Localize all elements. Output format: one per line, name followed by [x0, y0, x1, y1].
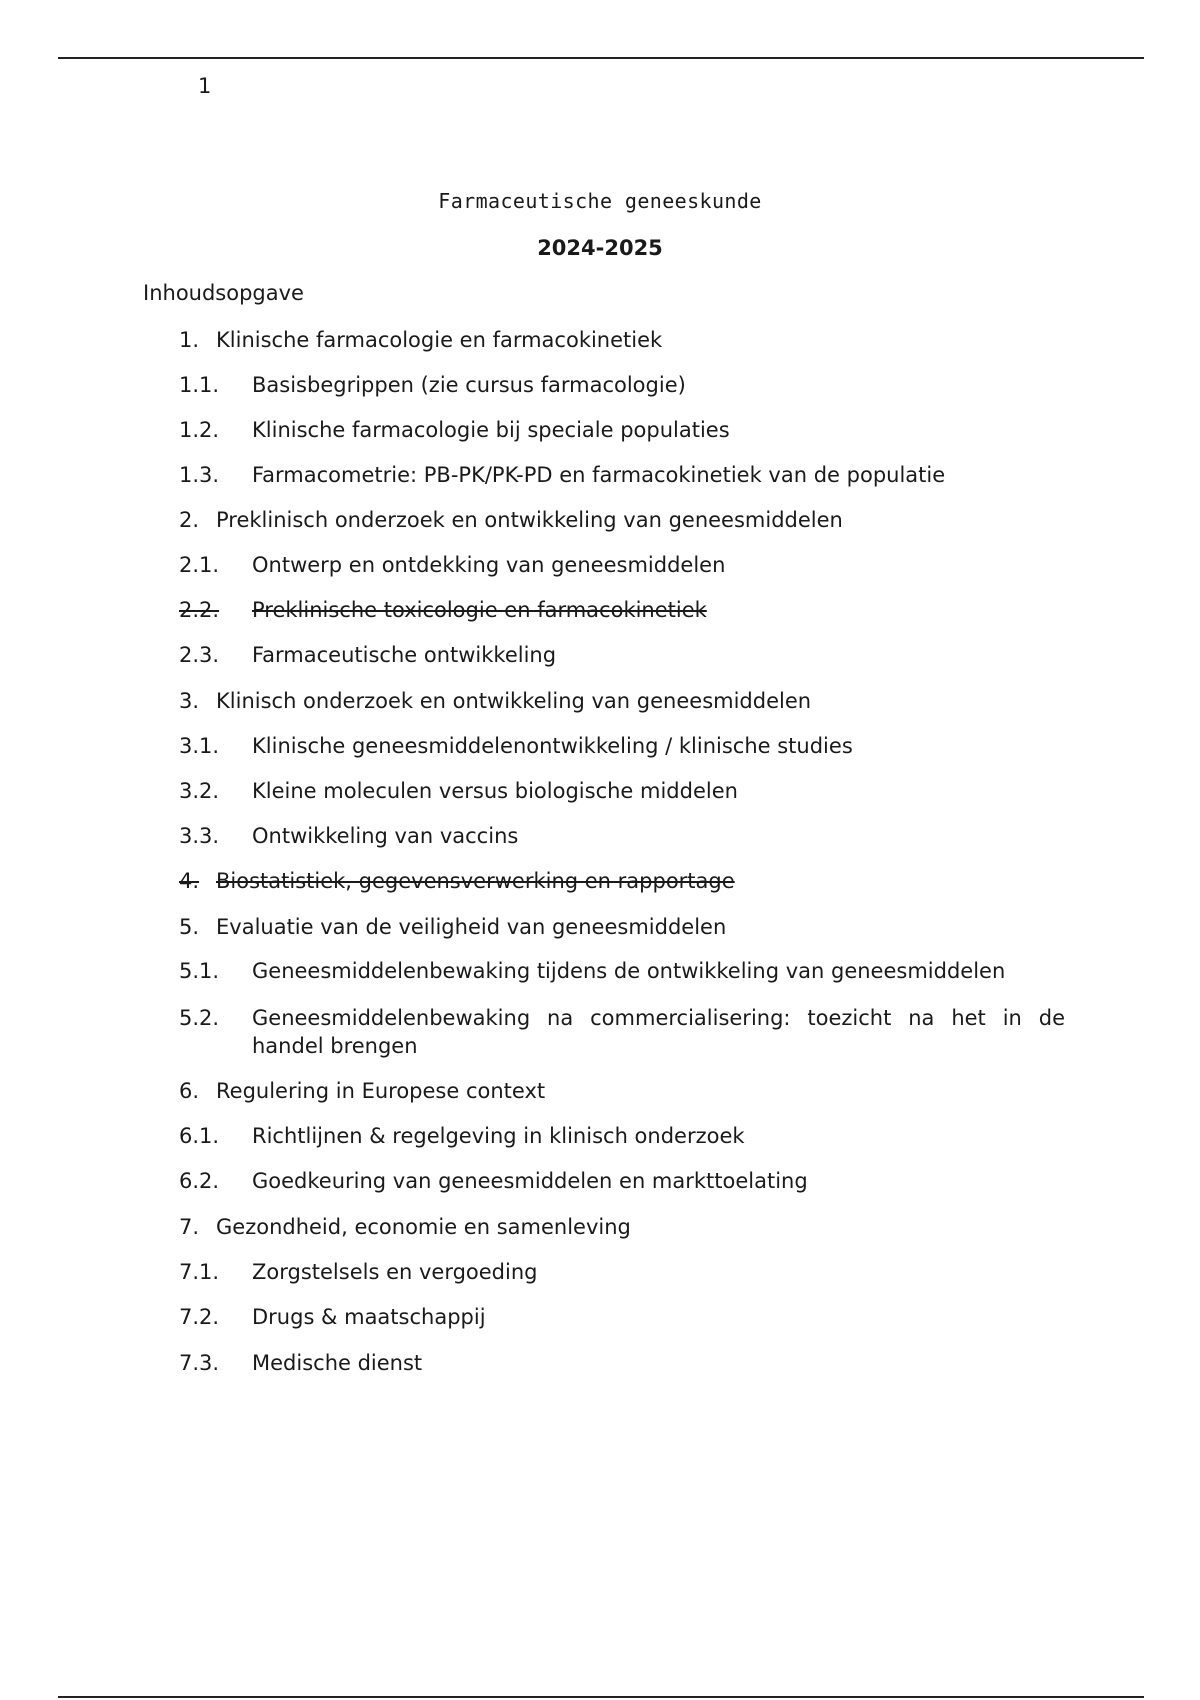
- toc-item-number: 3.3.: [179, 824, 220, 848]
- toc-item-title: Zorgstelsels en vergoeding: [252, 1260, 538, 1284]
- toc-item-number: 2.: [179, 508, 200, 532]
- toc-item-title: Goedkeuring van geneesmiddelen en markttoelating: [252, 1169, 808, 1193]
- toc-item-number: 7.3.: [179, 1351, 220, 1375]
- toc-item-title: Ontwerp en ontdekking van geneesmiddelen: [252, 553, 726, 577]
- toc-item-title: Evaluatie van de veiligheid van geneesmiddelen: [216, 915, 727, 939]
- toc-item-number: 6.1.: [179, 1124, 220, 1148]
- toc-item-title: Farmaceutische ontwikkeling: [252, 643, 557, 667]
- toc-item-title: Kleine moleculen versus biologische middelen: [252, 779, 738, 803]
- toc-item-title: Biostatistiek, gegevensverwerking en rapportage: [216, 869, 735, 893]
- toc-item-title: Preklinisch onderzoek en ontwikkeling van geneesmiddelen: [216, 508, 843, 532]
- toc-item-number: 3.: [179, 689, 200, 713]
- toc-item-title: Regulering in Europese context: [216, 1079, 546, 1103]
- toc-item-title: Klinische farmacologie en farmacokinetiek: [216, 328, 663, 352]
- toc-item-number: 3.2.: [179, 779, 220, 803]
- toc-item-number: 2.1.: [179, 553, 220, 577]
- toc-item-title: Drugs & maatschappij: [252, 1305, 486, 1329]
- toc-item-title: Basisbegrippen (zie cursus farmacologie): [252, 373, 686, 397]
- toc-item-title: Klinisch onderzoek en ontwikkeling van geneesmiddelen: [216, 689, 812, 713]
- toc-item-title: Farmacometrie: PB-PK/PK-PD en farmacokinetiek van de populatie: [252, 463, 946, 487]
- toc-item-title: Ontwikkeling van vaccins: [252, 824, 519, 848]
- toc-item-number: 5.: [179, 915, 200, 939]
- toc-item-number: 1.1.: [179, 373, 220, 397]
- academic-year: 2024-2025: [537, 236, 663, 260]
- toc-item-number: 1.: [179, 328, 200, 352]
- toc-item-title: Richtlijnen & regelgeving in klinisch onderzoek: [252, 1124, 745, 1148]
- toc-item-number: 6.: [179, 1079, 200, 1103]
- toc-item-title: Preklinische toxicologie en farmacokinetiek: [252, 598, 707, 622]
- toc-item-number: 5.1.: [179, 959, 220, 983]
- toc-item-number: 1.3.: [179, 463, 220, 487]
- toc-item-number: 2.3.: [179, 643, 220, 667]
- toc-heading: Inhoudsopgave: [143, 281, 304, 305]
- header-rule: [58, 57, 1144, 59]
- toc-item-title: Geneesmiddelenbewaking na commercialisering: toezicht na het in de handel brengen: [252, 1006, 1065, 1058]
- page-number: 1: [198, 74, 212, 98]
- document-title: Farmaceutische geneeskunde: [438, 189, 762, 213]
- toc-item-number: 7.2.: [179, 1305, 220, 1329]
- toc-item-number: 5.2.: [179, 1006, 220, 1030]
- toc-item-number: 7.: [179, 1215, 200, 1239]
- toc-item-title: Gezondheid, economie en samenleving: [216, 1215, 631, 1239]
- toc-item-number: 2.2.: [179, 598, 220, 622]
- toc-item-number: 4.: [179, 869, 200, 893]
- toc-item-number: 1.2.: [179, 418, 220, 442]
- toc-item-title: Geneesmiddelenbewaking tijdens de ontwikkeling van geneesmiddelen: [252, 959, 1006, 983]
- toc-item-title: Klinische farmacologie bij speciale populaties: [252, 418, 730, 442]
- toc-item-title: Medische dienst: [252, 1351, 423, 1375]
- toc-item-number: 7.1.: [179, 1260, 220, 1284]
- toc-item-number: 6.2.: [179, 1169, 220, 1193]
- toc-item-number: 3.1.: [179, 734, 220, 758]
- toc-item-title: Klinische geneesmiddelenontwikkeling / klinische studies: [252, 734, 853, 758]
- footer-rule: [58, 1696, 1144, 1698]
